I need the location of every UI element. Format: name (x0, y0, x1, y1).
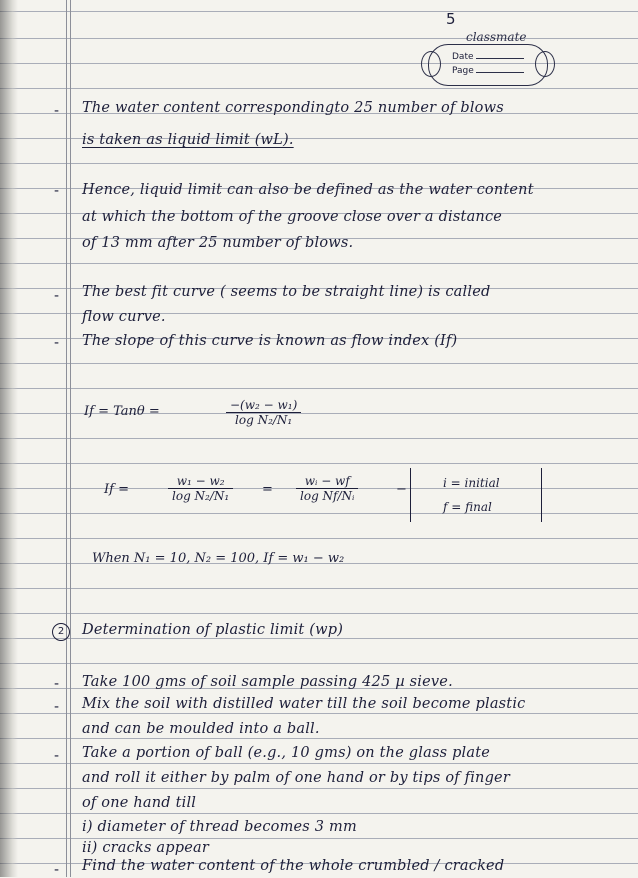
bullet-dash: - (54, 288, 60, 304)
note-box (410, 468, 542, 522)
text-line: The best fit curve ( seems to be straight line) is called (82, 284, 491, 300)
notebook-header (418, 8, 558, 90)
formula-flow-index-2: If = (104, 482, 129, 497)
margin-line (70, 0, 71, 877)
bullet-dash: - (54, 862, 60, 878)
equals-sign: = (262, 482, 273, 497)
page-shadow (0, 0, 18, 877)
section-heading: Determination of plastic limit (wp) (82, 622, 344, 638)
formula-fraction: $\frac{\text{wᵢ − wf}}{\text{log Nf/Nᵢ}}$ (296, 474, 358, 503)
bullet-dash: - (54, 748, 60, 764)
dash-mark: − (396, 482, 407, 497)
section-number: 2 (52, 623, 70, 641)
text-line: The water content correspondingto 25 number of blows (82, 100, 504, 116)
text-line: and roll it either by palm of one hand or by tips of finger (82, 770, 510, 786)
text-line: and can be moulded into a ball. (82, 721, 320, 737)
text-line: Take a portion of ball (e.g., 10 gms) on the glass plate (82, 745, 491, 761)
bullet-dash: - (54, 335, 60, 351)
formula-flow-index: If = Tanθ = (84, 404, 160, 419)
text-line: is taken as liquid limit (wL). (82, 132, 294, 148)
text-line: Mix the soil with distilled water till the soil become plastic (82, 696, 526, 712)
bullet-dash: - (54, 103, 60, 119)
bullet-dash: - (54, 699, 60, 715)
text-line: The slope of this curve is known as flow index (If) (82, 333, 458, 349)
text-line: Take 100 gms of soil sample passing 425 µ sieve. (82, 674, 453, 690)
note-final: f = final (443, 500, 492, 514)
margin-line (66, 0, 67, 877)
bullet-dash: - (54, 676, 60, 692)
text-line: Find the water content of the whole crumbled / cracked (82, 858, 505, 874)
text-line: ii) cracks appear (82, 840, 209, 856)
text-line: of one hand till (82, 795, 197, 811)
page-number: 5 (446, 10, 456, 28)
bullet-dash: - (54, 183, 60, 199)
text-line: i) diameter of thread becomes 3 mm (82, 819, 357, 835)
note-initial: i = initial (443, 476, 500, 490)
date-page-box (428, 44, 548, 86)
formula-fraction: $\frac{\text{−(w₂ − w₁)}}{\text{log N₂/N₁}}$ (226, 398, 301, 427)
text-line: Hence, liquid limit can also be defined as the water content (82, 182, 534, 198)
text-line: flow curve. (82, 309, 166, 325)
page-field: Page (452, 66, 524, 76)
text-line: of 13 mm after 25 number of blows. (82, 235, 354, 251)
text-line: at which the bottom of the groove close over a distance (82, 209, 503, 225)
formula-example: When N₁ = 10, N₂ = 100, If = w₁ − w₂ (92, 551, 345, 566)
formula-fraction: $\frac{\text{w₁ − w₂}}{\text{log N₂/N₁}}$ (168, 474, 233, 503)
date-field: Date (452, 52, 524, 62)
brand-logo: classmate (466, 30, 527, 44)
